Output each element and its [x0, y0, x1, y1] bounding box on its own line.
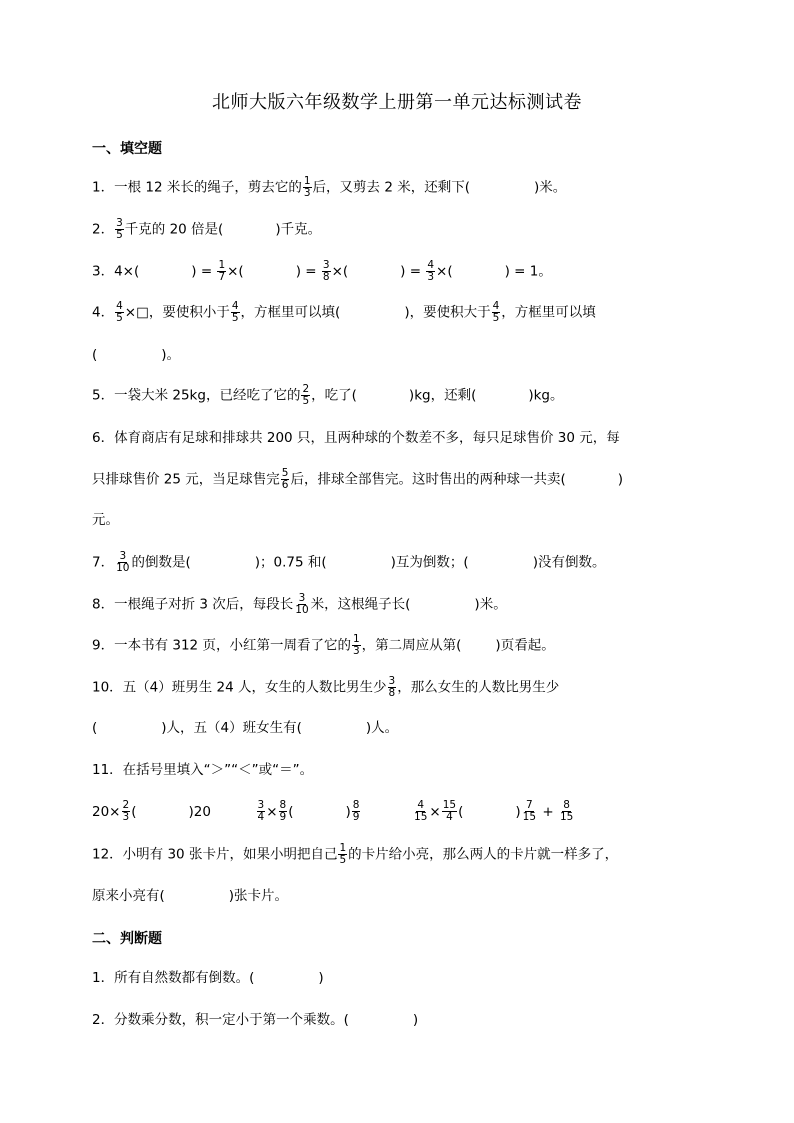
fraction: $\frac{1}{3}$: [352, 633, 360, 657]
question-6-line-3: 元。: [92, 512, 119, 528]
question-11-expressions: [92, 800, 575, 823]
question-4: 4． $\frac{4}{5}$ ×□，要使积小于 $\frac{4}{5}$ ，方框里可以填( )，要使积大于 $\frac{4}{5}$ ，方框里可以填: [92, 300, 596, 324]
question-4-line-2: ( )。: [92, 347, 181, 363]
question-11: 11．在括号里填入“＞”“＜”或“＝”。: [92, 762, 314, 778]
question-7: 7． $\frac{3}{10}$ 的倒数是( )；0.75 和( )互为倒数；( )没有倒数。: [92, 550, 606, 574]
fraction: $\frac{8}{9}$: [352, 799, 360, 823]
question-5: 5．一袋大米 25kg，已经吃了它的 $\frac{2}{5}$ ，吃了( )kg，还剩( )kg。: [92, 383, 564, 407]
fraction: $\frac{1}{5}$: [339, 842, 347, 866]
fraction: $\frac{5}{6}$: [281, 467, 289, 491]
question-9: 9．一本书有 312 页，小红第一周看了它的 $\frac{1}{3}$ ，第二周应从第( )页看起。: [92, 633, 555, 657]
section-true-false: 二、判断题: [92, 931, 162, 947]
comparison-1: 20× $\frac{2}{3}$ ( )20: [92, 799, 211, 823]
fraction: $\frac{8}{15}$: [559, 799, 574, 823]
question-8: 8．一根绳子对折 3 次后，每段长 $\frac{3}{10}$ 米，这根绳子长( )米。: [92, 592, 507, 616]
question-3: 3．4×( ) = $\frac{1}{7}$ ×( ) = $\frac{3}{8}$ ×( ) = $\frac{4}{3}$ ×( ) = 1。: [92, 259, 552, 283]
fraction: $\frac{7}{15}$: [522, 799, 537, 823]
judgement-2: 2．分数乘分数，积一定小于第一个乘数。( ): [92, 1012, 419, 1028]
fraction: $\frac{4}{15}$: [414, 799, 428, 823]
fraction: $\frac{3}{8}$: [322, 259, 330, 283]
fraction: $\frac{8}{9}$: [279, 799, 287, 823]
question-6: 6．体育商店有足球和排球共 200 只，且两种球的个数差不多，每只足球售价 30 元，每: [92, 430, 620, 446]
fraction: $\frac{2}{3}$: [122, 799, 130, 823]
fraction: $\frac{4}{3}$: [427, 259, 435, 283]
fraction: $\frac{4}{5}$: [231, 300, 239, 324]
comparison-3: $\frac{4}{15}$ × $\frac{15}{4}$ ( ) $\frac{7}{15}$ + $\frac{8}{15}$: [414, 799, 574, 823]
judgement-1: 1．所有自然数都有倒数。( ): [92, 970, 324, 986]
question-2: 2． $\frac{3}{5}$ 千克的 20 倍是( )千克。: [92, 217, 322, 241]
fraction: $\frac{3}{8}$: [388, 675, 396, 699]
fraction: $\frac{15}{4}$: [442, 799, 457, 823]
comparison-2: $\frac{3}{4}$ × $\frac{8}{9}$ ( ) $\frac{8}{9}$: [257, 799, 360, 823]
fraction: $\frac{2}{5}$: [302, 383, 310, 407]
question-10: 10．五（4）班男生 24 人，女生的人数比男生少 $\frac{3}{8}$ ，那么女生的人数比男生少: [92, 675, 560, 699]
fraction: $\frac{3}{5}$: [116, 217, 123, 241]
question-6-line-2: 只排球售价 25 元，当足球售完 $\frac{5}{6}$ 后，排球全部售完。这时售出的两种球一共卖( ): [92, 467, 624, 491]
fraction: $\frac{1}{3}$: [303, 175, 311, 199]
fraction: $\frac{4}{5}$: [492, 300, 500, 324]
fraction: $\frac{3}{10}$: [116, 550, 130, 574]
question-12: 12．小明有 30 张卡片，如果小明把自己 $\frac{1}{5}$ 的卡片给小亮，那么两人的卡片就一样多了，: [92, 842, 619, 866]
fraction: $\frac{1}{7}$: [218, 259, 226, 283]
question-1: 1．一根 12 米长的绳子，剪去它的 $\frac{1}{3}$ 后，又剪去 2 米，还剩下( )米。: [92, 175, 567, 199]
fraction: $\frac{3}{4}$: [257, 799, 265, 823]
page-title: 北师大版六年级数学上册第一单元达标测试卷: [212, 92, 582, 113]
fraction: $\frac{3}{10}$: [295, 592, 309, 616]
fraction: $\frac{4}{5}$: [116, 300, 123, 324]
question-10-line-2: ( )人，五（4）班女生有( )人。: [92, 720, 399, 736]
question-12-line-2: 原来小亮有( )张卡片。: [92, 888, 289, 904]
section-fill-in: 一、填空题: [92, 141, 162, 157]
